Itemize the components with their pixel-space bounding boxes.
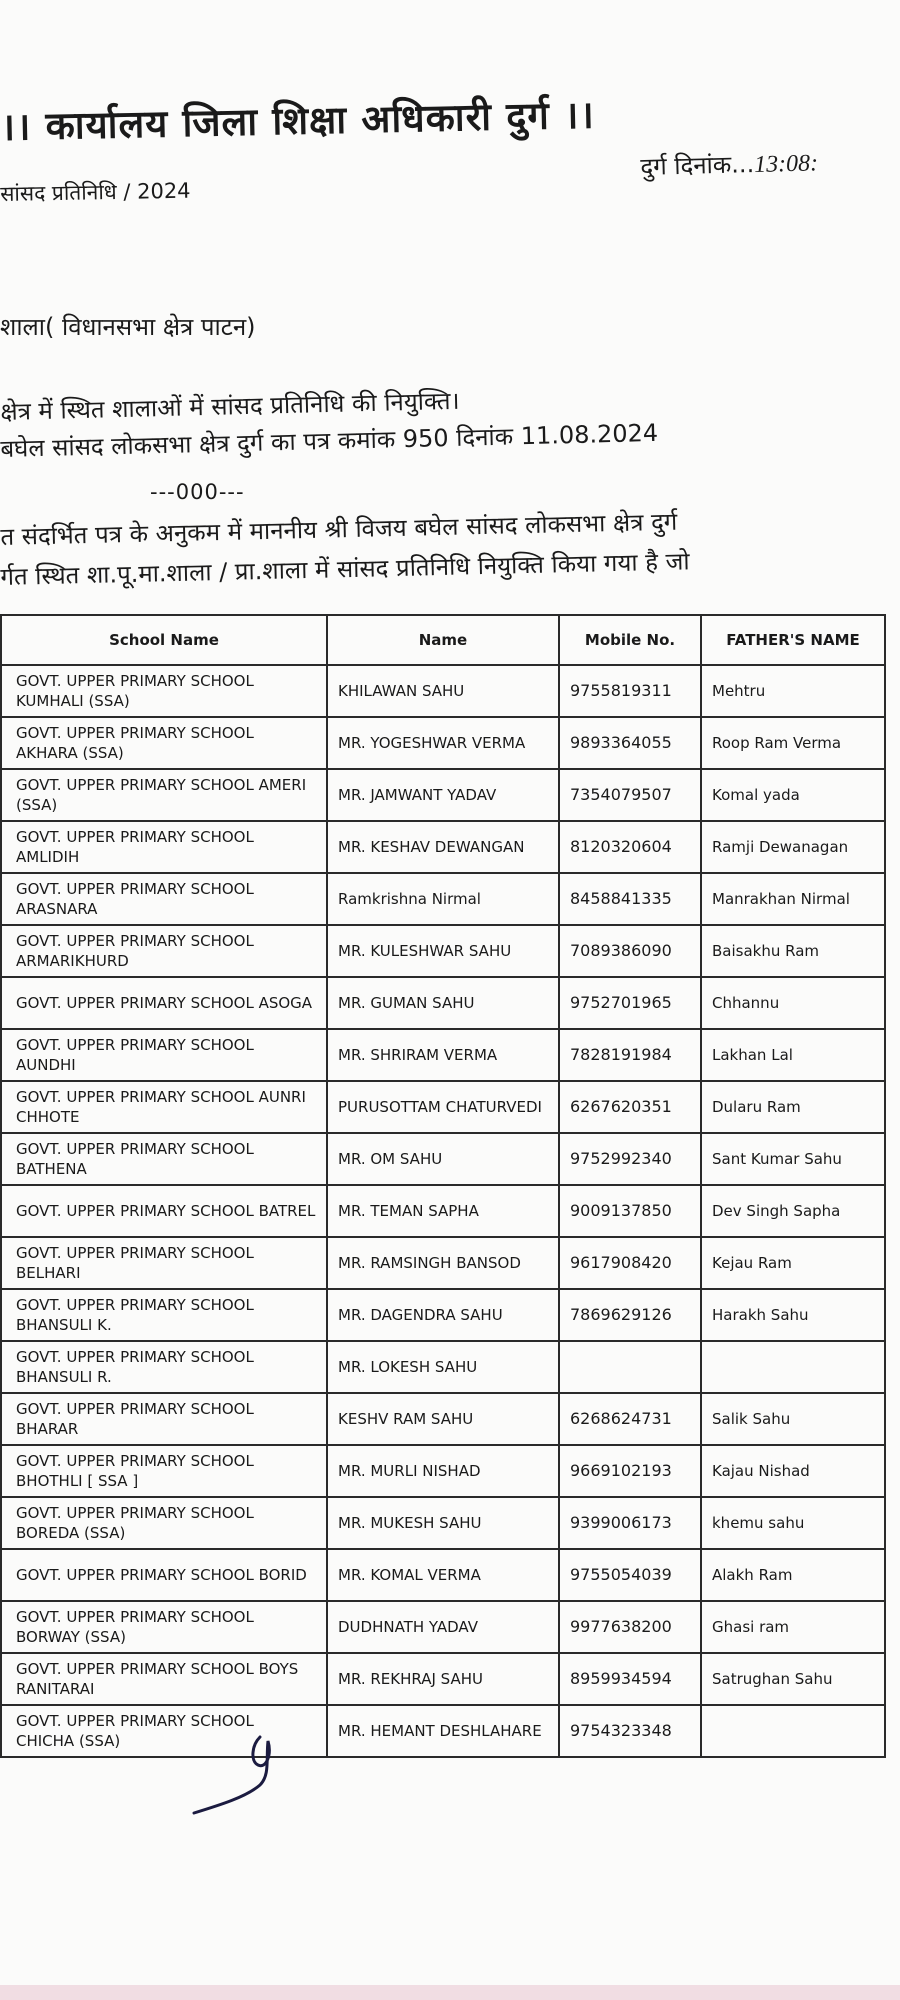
cell-name: MR. MURLI NISHAD	[327, 1445, 559, 1497]
cell-father: Ramji Dewanagan	[701, 821, 885, 873]
cell-father	[701, 1341, 885, 1393]
cell-school: GOVT. UPPER PRIMARY SCHOOL BHOTHLI [ SSA ]	[1, 1445, 327, 1497]
cell-name: KESHV RAM SAHU	[327, 1393, 559, 1445]
header-mobile: Mobile No.	[559, 615, 701, 665]
cell-mobile: 9009137850	[559, 1185, 701, 1237]
cell-name: DUDHNATH YADAV	[327, 1601, 559, 1653]
cell-name: MR. RAMSINGH BANSOD	[327, 1237, 559, 1289]
table-row	[1, 1289, 885, 1341]
cell-mobile: 6267620351	[559, 1081, 701, 1133]
cell-school: GOVT. UPPER PRIMARY SCHOOL AKHARA (SSA)	[1, 717, 327, 769]
cell-name: MR. KULESHWAR SAHU	[327, 925, 559, 977]
cell-father: Alakh Ram	[701, 1549, 885, 1601]
cell-father: Ghasi ram	[701, 1601, 885, 1653]
cell-mobile: 7089386090	[559, 925, 701, 977]
cell-school: GOVT. UPPER PRIMARY SCHOOL AUNDHI	[1, 1029, 327, 1081]
cell-name: MR. MUKESH SAHU	[327, 1497, 559, 1549]
cell-mobile: 9893364055	[559, 717, 701, 769]
cell-mobile: 7869629126	[559, 1289, 701, 1341]
cell-name: MR. DAGENDRA SAHU	[327, 1289, 559, 1341]
table-row	[1, 1549, 885, 1601]
cell-name: MR. HEMANT DESHLAHARE	[327, 1705, 559, 1757]
representatives-table-wrap	[0, 614, 884, 1758]
cell-father: Komal yada	[701, 769, 885, 821]
cell-school: GOVT. UPPER PRIMARY SCHOOL CHICHA (SSA)	[1, 1705, 327, 1757]
cell-school: GOVT. UPPER PRIMARY SCHOOL BOYS RANITARAI	[1, 1653, 327, 1705]
reference-number: सांसद प्रतिनिधि / 2024	[0, 178, 191, 206]
table-row	[1, 1445, 885, 1497]
cell-mobile: 6268624731	[559, 1393, 701, 1445]
cell-school: GOVT. UPPER PRIMARY SCHOOL BHARAR	[1, 1393, 327, 1445]
cell-school: GOVT. UPPER PRIMARY SCHOOL ASOGA	[1, 977, 327, 1029]
table-row	[1, 873, 885, 925]
cell-father: Dev Singh Sapha	[701, 1185, 885, 1237]
cell-name: MR. REKHRAJ SAHU	[327, 1653, 559, 1705]
table-row	[1, 1601, 885, 1653]
cell-mobile: 9754323348	[559, 1705, 701, 1757]
address-line: शाला( विधानसभा क्षेत्र पाटन)	[0, 313, 256, 341]
table-row	[1, 1393, 885, 1445]
cell-mobile: 8458841335	[559, 873, 701, 925]
cell-school: GOVT. UPPER PRIMARY SCHOOL BATREL	[1, 1185, 327, 1237]
cell-school: GOVT. UPPER PRIMARY SCHOOL BHANSULI R.	[1, 1341, 327, 1393]
cell-father: Lakhan Lal	[701, 1029, 885, 1081]
table-row	[1, 977, 885, 1029]
cell-father: Chhannu	[701, 977, 885, 1029]
cell-father: Roop Ram Verma	[701, 717, 885, 769]
cell-name: Ramkrishna Nirmal	[327, 873, 559, 925]
cell-mobile: 7354079507	[559, 769, 701, 821]
cell-mobile: 9755054039	[559, 1549, 701, 1601]
cell-mobile: 9977638200	[559, 1601, 701, 1653]
cell-mobile	[559, 1341, 701, 1393]
cell-mobile: 9399006173	[559, 1497, 701, 1549]
cell-school: GOVT. UPPER PRIMARY SCHOOL BORID	[1, 1549, 327, 1601]
header-name: Name	[327, 615, 559, 665]
table-row	[1, 1653, 885, 1705]
cell-father: Sant Kumar Sahu	[701, 1133, 885, 1185]
cell-mobile: 9752992340	[559, 1133, 701, 1185]
table-row	[1, 1081, 885, 1133]
cell-father: Baisakhu Ram	[701, 925, 885, 977]
cell-name: MR. KESHAV DEWANGAN	[327, 821, 559, 873]
table-body	[1, 665, 885, 1757]
cell-school: GOVT. UPPER PRIMARY SCHOOL KUMHALI (SSA)	[1, 665, 327, 717]
cell-mobile: 9755819311	[559, 665, 701, 717]
date-label: दुर्ग दिनांक...	[640, 150, 755, 181]
cell-mobile: 9752701965	[559, 977, 701, 1029]
cell-mobile: 8959934594	[559, 1653, 701, 1705]
table-row	[1, 1029, 885, 1081]
table-row	[1, 1705, 885, 1757]
subject-line: क्षेत्र में स्थित शालाओं में सांसद प्रतिनिधि की नियुक्ति।	[0, 386, 460, 426]
date-value: 13:08:	[753, 150, 819, 179]
table-row	[1, 925, 885, 977]
table-row	[1, 1341, 885, 1393]
cell-name: MR. GUMAN SAHU	[327, 977, 559, 1029]
cell-school: GOVT. UPPER PRIMARY SCHOOL AMERI (SSA)	[1, 769, 327, 821]
cell-mobile: 8120320604	[559, 821, 701, 873]
date-line	[640, 145, 818, 183]
cell-name: KHILAWAN SAHU	[327, 665, 559, 717]
body-line-2: र्गत स्थित शा.पू.मा.शाला / प्रा.शाला में सांसद प्रतिनिधि नियुक्ति किया गया है जो	[0, 547, 690, 591]
table-row	[1, 1185, 885, 1237]
table-header-row	[1, 615, 885, 665]
cell-name: MR. YOGESHWAR VERMA	[327, 717, 559, 769]
office-title: ।। कार्यालय जिला शिक्षा अधिकारी दुर्ग ।।	[0, 92, 596, 149]
cell-name: MR. SHRIRAM VERMA	[327, 1029, 559, 1081]
header-father-name: FATHER'S NAME	[701, 615, 885, 665]
cell-father: Kajau Nishad	[701, 1445, 885, 1497]
cell-school: GOVT. UPPER PRIMARY SCHOOL BORWAY (SSA)	[1, 1601, 327, 1653]
signature-mark	[190, 1725, 320, 1815]
cell-school: GOVT. UPPER PRIMARY SCHOOL BELHARI	[1, 1237, 327, 1289]
cell-father: khemu sahu	[701, 1497, 885, 1549]
cell-father: Manrakhan Nirmal	[701, 873, 885, 925]
cell-school: GOVT. UPPER PRIMARY SCHOOL BHANSULI K.	[1, 1289, 327, 1341]
cell-school: GOVT. UPPER PRIMARY SCHOOL AUNRI CHHOTE	[1, 1081, 327, 1133]
representatives-table	[0, 614, 886, 1758]
cell-school: GOVT. UPPER PRIMARY SCHOOL ARMARIKHURD	[1, 925, 327, 977]
table-row	[1, 1133, 885, 1185]
cell-father	[701, 1705, 885, 1757]
cell-father: Harakh Sahu	[701, 1289, 885, 1341]
cell-name: MR. OM SAHU	[327, 1133, 559, 1185]
reference-line: बघेल सांसद लोकसभा क्षेत्र दुर्ग का पत्र कमांक 950 दिनांक 11.08.2024	[0, 418, 659, 463]
table-row	[1, 769, 885, 821]
cell-name: MR. KOMAL VERMA	[327, 1549, 559, 1601]
cell-name: MR. JAMWANT YADAV	[327, 769, 559, 821]
cell-father: Satrughan Sahu	[701, 1653, 885, 1705]
cell-father: Salik Sahu	[701, 1393, 885, 1445]
cell-mobile: 9669102193	[559, 1445, 701, 1497]
cell-father: Mehtru	[701, 665, 885, 717]
cell-school: GOVT. UPPER PRIMARY SCHOOL BOREDA (SSA)	[1, 1497, 327, 1549]
table-row	[1, 1497, 885, 1549]
cell-father: Kejau Ram	[701, 1237, 885, 1289]
cell-father: Dularu Ram	[701, 1081, 885, 1133]
cell-name: MR. TEMAN SAPHA	[327, 1185, 559, 1237]
cell-mobile: 7828191984	[559, 1029, 701, 1081]
header-school-name: School Name	[1, 615, 327, 665]
separator: ---000---	[150, 480, 245, 504]
table-row	[1, 717, 885, 769]
cell-school: GOVT. UPPER PRIMARY SCHOOL AMLIDIH	[1, 821, 327, 873]
cell-mobile: 9617908420	[559, 1237, 701, 1289]
bottom-strip	[0, 1985, 900, 2000]
cell-name: MR. LOKESH SAHU	[327, 1341, 559, 1393]
table-row	[1, 821, 885, 873]
cell-school: GOVT. UPPER PRIMARY SCHOOL ARASNARA	[1, 873, 327, 925]
cell-name: PURUSOTTAM CHATURVEDI	[327, 1081, 559, 1133]
body-line-1: त संदर्भित पत्र के अनुकम में माननीय श्री विजय बघेल सांसद लोकसभा क्षेत्र दुर्ग	[0, 507, 678, 551]
table-row	[1, 1237, 885, 1289]
cell-school: GOVT. UPPER PRIMARY SCHOOL BATHENA	[1, 1133, 327, 1185]
table-row	[1, 665, 885, 717]
